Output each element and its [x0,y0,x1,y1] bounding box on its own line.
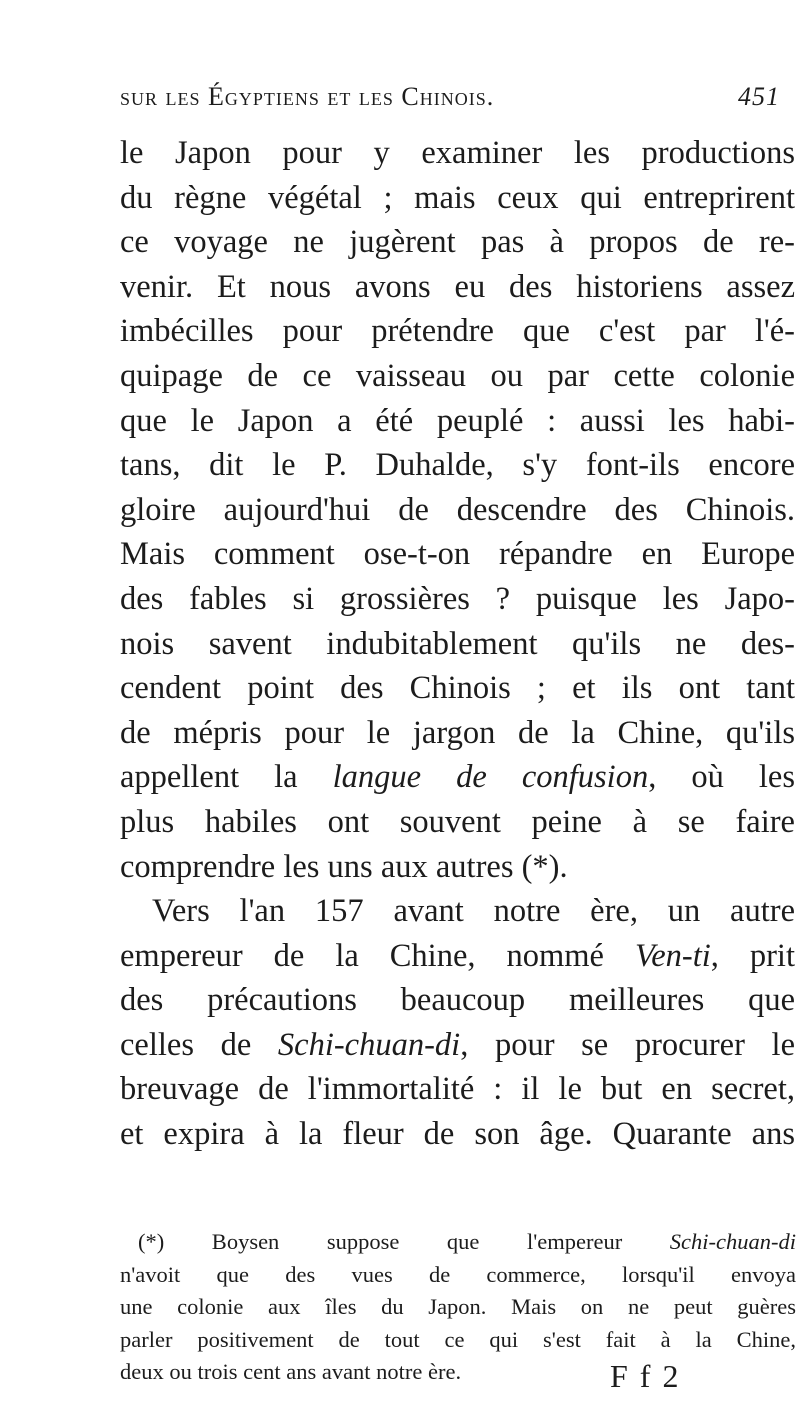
text-line [120,755,795,800]
footnote-line [120,1226,796,1259]
italic-name: Schi-chuan-di [277,1026,461,1063]
text-line: des précautions beaucoup meilleures que [120,982,795,1019]
text-segment: , prit [710,937,795,974]
text-line [120,1023,795,1068]
text-line: et expira à la fleur de son âge. Quarante ans [120,1116,795,1153]
text-line: comprendre les uns aux autres (*). [120,848,568,885]
footnote-line: une colonie aux îles du Japon. Mais on ne peut guères [120,1294,796,1319]
text-line: imbécilles pour prétendre que c'est par l'é- [120,313,795,350]
text-line: cendent point des Chinois ; et ils ont tant [120,670,795,707]
text-line: venir. Et nous avons eu des historiens assez [120,268,795,305]
text-line: tans, dit le P. Duhalde, s'y font-ils encore [120,447,795,484]
text-line: breuvage de l'immortalité : il le but en secret, [120,1071,795,1108]
footnote-line: deux ou trois cent ans avant notre ère. [120,1359,462,1384]
footnote-line: n'avoit que des vues de commerce, lorsqu'il envoya [120,1261,796,1287]
text-segment: celles de [120,1026,278,1063]
main-text [120,131,795,1157]
italic-name: Schi-chuan-di [669,1229,796,1254]
text-line: des fables si grossières ? puisque les Japo- [120,580,795,617]
text-line: de mépris pour le jargon de la Chine, qu'ils [120,714,795,751]
footnote [120,1226,796,1389]
text-segment: , pour se procurer le [460,1026,795,1063]
text-line: le Japon pour y examiner les productions [120,135,795,171]
text-segment: Boysen suppose que l'empereur [164,1229,670,1254]
signature-mark: F f 2 [610,1358,681,1394]
text-line: ce voyage ne jugèrent pas à propos de re- [120,224,795,261]
footnote-line: parler positivement de tout ce qui s'est fait à la Chine, [120,1326,796,1352]
text-segment: , où les [648,759,796,796]
footnote-marker: (*) [138,1229,165,1254]
running-title: sur les Égyptiens et les Chinois. [120,82,495,111]
italic-phrase: langue de confusion [332,759,649,796]
text-line: du règne végétal ; mais ceux qui entreprirent [120,179,795,216]
text-line: que le Japon a été peuplé : aussi les habi- [120,402,795,439]
text-line [120,934,795,979]
text-line: Vers l'an 157 avant notre ère, un autre [152,893,795,930]
text-line: plus habiles ont souvent peine à se faire [120,803,795,840]
text-line: gloire aujourd'hui de descendre des Chinois. [120,491,795,528]
text-segment: empereur de la Chine, nommé [120,937,635,974]
page-number: 451 [738,82,780,111]
text-line: nois savent indubitablement qu'ils ne des- [120,625,795,662]
text-line: Mais comment ose-t-on répandre en Europe [120,536,795,573]
running-head [120,82,790,122]
text-line: quipage de ce vaisseau ou par cette colonie [120,357,795,394]
italic-name: Ven-ti [634,937,711,974]
text-segment: appellent la [120,759,333,796]
